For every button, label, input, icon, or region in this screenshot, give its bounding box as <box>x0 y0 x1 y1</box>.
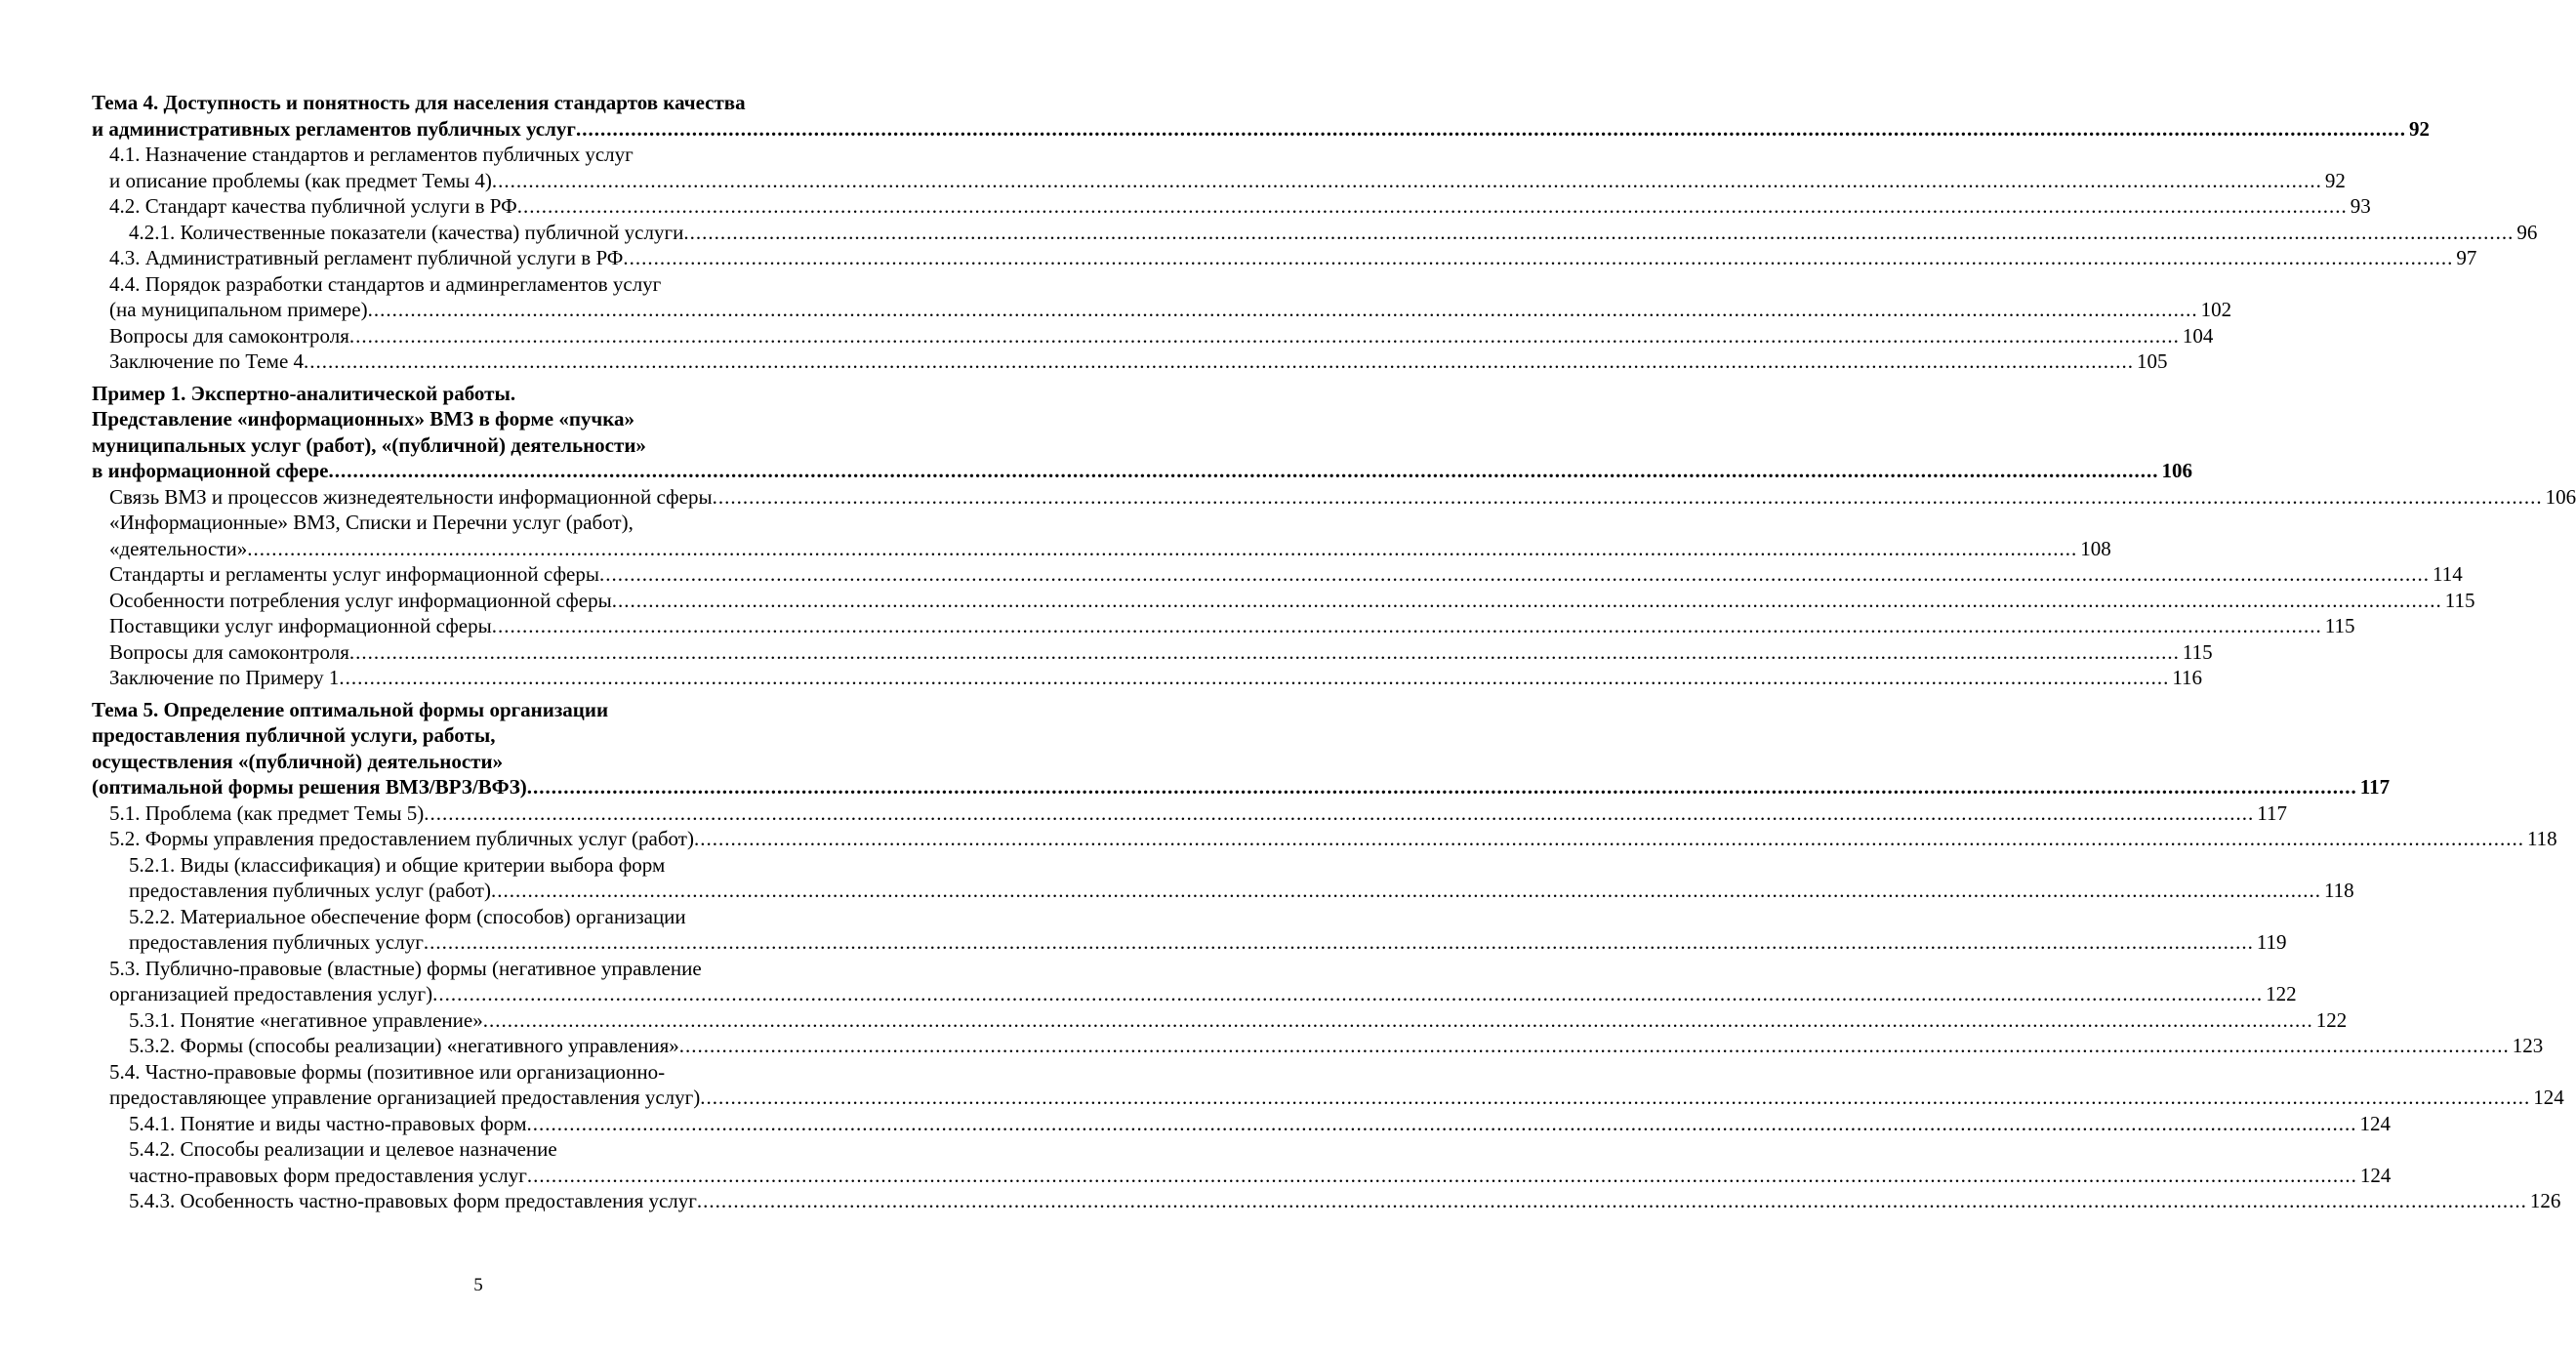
toc-entry-line-text: предоставляющее управление организацией предоставления услуг) <box>109 1086 701 1109</box>
page-ref: 117 <box>2359 775 2391 799</box>
toc-entry-line-text: Вопросы для самоконтроля <box>109 323 349 348</box>
toc-entry-line <box>0 800 2287 827</box>
toc-entry-line <box>0 510 864 536</box>
dot-leader: ............................................................................................................................................................................................................................................................................................................ <box>490 879 2321 902</box>
dot-leader: ............................................................................................................................................................................................................................................................................................................ <box>516 194 2348 218</box>
dot-leader: ............................................................................................................................................................................................................................................................................................................ <box>348 323 2180 348</box>
page-ref: 96 <box>2516 220 2538 244</box>
toc-section <box>0 697 2564 1214</box>
dot-leader: ............................................................................................................................................................................................................................................................................................................ <box>247 536 2078 560</box>
toc-entry-line <box>0 168 2346 194</box>
toc-entry-line-text: 5.4. Частно-правовые формы (позитивное или организационно- <box>109 1059 666 1084</box>
toc-entry-line <box>0 536 2111 562</box>
section-title-line <box>0 749 864 775</box>
toc-entry-line <box>0 665 2203 691</box>
dot-leader: ............................................................................................................................................................................................................................................................................................................ <box>712 484 2543 509</box>
toc-entry-line-text: Связь ВМЗ и процессов жизнедеятельности информационной сферы <box>109 484 713 509</box>
toc-entry-line <box>0 1059 864 1086</box>
toc-entry-line-text: 5.4.2. Способы реализации и целевое назначение <box>129 1137 557 1161</box>
page-ref: 118 <box>2526 827 2557 850</box>
section-title-line <box>0 458 2192 484</box>
dot-leader: ............................................................................................................................................................................................................................................................................................................ <box>482 1007 2313 1032</box>
toc-entry-line <box>0 588 2475 614</box>
toc-entry-line <box>0 245 2477 271</box>
toc-entry-line-text: 5.3.2. Формы (способы реализации) «негативного управления» <box>129 1034 679 1057</box>
page-ref: 122 <box>2315 1007 2348 1032</box>
section-title-line-text: Тема 4. Доступность и понятность для населения стандартов качества <box>92 91 746 114</box>
toc-entry-line-text: предоставления публичных услуг <box>129 930 424 954</box>
toc-entry-line-text: Вопросы для самоконтроля <box>109 639 349 664</box>
page-ref: 118 <box>2323 879 2354 902</box>
page-ref: 116 <box>2172 666 2203 689</box>
toc-entry-line <box>0 639 2213 666</box>
page-ref: 117 <box>2257 800 2287 825</box>
page-ref: 115 <box>2444 588 2475 612</box>
page-ref: 92 <box>2408 116 2430 141</box>
toc-entry-line <box>0 929 2287 956</box>
toc-section <box>0 90 2538 375</box>
toc-entry-line-text: 4.1. Назначение стандартов и регламентов публичных услуг <box>109 143 634 166</box>
dot-leader: ............................................................................................................................................................................................................................................................................................................ <box>339 666 2170 689</box>
toc-entry-line <box>0 826 2557 852</box>
section-title-line <box>0 116 2430 143</box>
dot-leader: ............................................................................................................................................................................................................................................................................................................ <box>598 562 2430 586</box>
dot-leader: ............................................................................................................................................................................................................................................................................................................ <box>683 220 2515 244</box>
toc-entry-line <box>0 1033 2544 1059</box>
section-title-line <box>0 697 864 723</box>
dot-leader: ............................................................................................................................................................................................................................................................................................................ <box>526 1163 2357 1187</box>
toc-entry-line-text: 5.2.1. Виды (классификация) и общие критерии выбора форм <box>129 852 666 877</box>
toc-entry-line-text: Заключение по Теме 4 <box>109 349 305 373</box>
toc-entry-line-text: организацией предоставления услуг) <box>109 982 433 1005</box>
toc-entry-line <box>0 271 864 298</box>
toc-entry-line-text: 5.3. Публично-правовые (властные) формы (негативное управление <box>109 956 702 980</box>
toc-entry-line-text: «деятельности» <box>109 536 248 560</box>
table-of-contents <box>0 90 2576 1220</box>
toc-entry-line <box>0 613 2355 639</box>
section-title-line-text: предоставления публичной услуги, работы, <box>92 723 496 747</box>
dot-leader: ............................................................................................................................................................................................................................................................................................................ <box>432 982 2264 1005</box>
toc-entry-line <box>0 1111 2392 1137</box>
page-ref: 105 <box>2137 349 2168 373</box>
toc-entry-line-text: и описание проблемы (как предмет Темы 4) <box>109 168 492 192</box>
toc-entry-line <box>0 297 2232 323</box>
section-title-line <box>0 432 864 459</box>
page-ref: 106 <box>2545 484 2576 509</box>
page-ref: 115 <box>2324 614 2355 637</box>
toc-entry-line <box>0 904 864 930</box>
dot-leader: ............................................................................................................................................................................................................................................................................................................ <box>678 1034 2510 1057</box>
page-ref: 126 <box>2529 1189 2561 1212</box>
section-title-line <box>0 90 864 116</box>
toc-entry-line-text: 5.4.1. Понятие и виды частно-правовых форм <box>129 1111 527 1135</box>
section-title-line-text: в информационной сфере <box>92 459 329 482</box>
dot-leader: ............................................................................................................................................................................................................................................................................................................ <box>491 168 2322 192</box>
page-ref: 123 <box>2512 1034 2544 1057</box>
page-ref: 122 <box>2266 982 2297 1005</box>
dot-leader: ............................................................................................................................................................................................................................................................................................................ <box>526 1111 2357 1135</box>
page-ref: 97 <box>2456 246 2477 269</box>
page-ref: 93 <box>2350 194 2371 218</box>
toc-entry-line-text: Поставщики услуг информационной сферы <box>109 614 492 637</box>
section-title-line <box>0 722 864 749</box>
dot-leader: ............................................................................................................................................................................................................................................................................................................ <box>693 827 2524 850</box>
dot-leader: ............................................................................................................................................................................................................................................................................................................ <box>424 800 2255 825</box>
toc-entry-line-text: Стандарты и регламенты услуг информационной сферы <box>109 562 599 586</box>
dot-leader: ............................................................................................................................................................................................................................................................................................................ <box>328 459 2159 482</box>
dot-leader: ............................................................................................................................................................................................................................................................................................................ <box>696 1189 2527 1212</box>
page-ref: 124 <box>2533 1086 2564 1109</box>
section-title-line <box>0 381 864 407</box>
dot-leader: ............................................................................................................................................................................................................................................................................................................ <box>700 1086 2531 1109</box>
toc-entry-line-text: 4.2.1. Количественные показатели (качества) публичной услуги <box>129 220 684 244</box>
toc-entry-line <box>0 561 2463 588</box>
toc-entry-line <box>0 484 2576 511</box>
dot-leader: ............................................................................................................................................................................................................................................................................................................ <box>367 298 2198 321</box>
page-ref: 108 <box>2080 536 2111 560</box>
page-ref: 124 <box>2359 1111 2392 1135</box>
section-title-line-text: Тема 5. Определение оптимальной формы организации <box>92 697 609 721</box>
page-number: 5 <box>473 1275 483 1295</box>
section-title-line-text: и административных регламентов публичных услуг <box>92 116 576 141</box>
toc-entry-line <box>0 878 2354 904</box>
toc-entry-line-text: Особенности потребления услуг информационной сферы <box>109 588 612 612</box>
page-ref: 119 <box>2256 930 2287 954</box>
toc-entry-line-text: предоставления публичных услуг (работ) <box>129 879 491 902</box>
page-ref: 124 <box>2359 1163 2392 1187</box>
page-ref: 102 <box>2200 298 2232 321</box>
dot-leader: ............................................................................................................................................................................................................................................................................................................ <box>491 614 2322 637</box>
toc-entry-line-text: 4.2. Стандарт качества публичной услуги в РФ <box>109 194 517 218</box>
toc-entry-line <box>0 852 864 879</box>
toc-entry-line-text: 5.3.1. Понятие «негативное управление» <box>129 1007 483 1032</box>
dot-leader: ............................................................................................................................................................................................................................................................................................................ <box>526 775 2357 799</box>
toc-entry-line <box>0 1136 864 1163</box>
toc-entry-line <box>0 1188 2561 1214</box>
toc-entry-line-text: частно-правовых форм предоставления услуг <box>129 1163 527 1187</box>
section-title-line-text: осуществления «(публичной) деятельности» <box>92 749 504 773</box>
toc-entry-line <box>0 1007 2348 1034</box>
toc-entry-line <box>0 1163 2392 1189</box>
toc-entry-line-text: 4.3. Административный регламент публичной услуги в РФ <box>109 246 624 269</box>
toc-entry-line-text: Заключение по Примеру 1 <box>109 666 340 689</box>
section-title-line-text: муниципальных услуг (работ), «(публичной) деятельности» <box>92 432 646 457</box>
section-title-line <box>0 774 2391 800</box>
toc-entry-line <box>0 220 2538 246</box>
toc-entry-line-text: 5.1. Проблема (как предмет Темы 5) <box>109 800 425 825</box>
page-ref: 106 <box>2161 459 2192 482</box>
section-title-line <box>0 406 864 432</box>
toc-entry-line-text: 5.4.3. Особенность частно-правовых форм предоставления услуг <box>129 1189 697 1212</box>
section-title-line-text: Пример 1. Экспертно-аналитической работы. <box>92 381 516 405</box>
page-ref: 104 <box>2182 323 2214 348</box>
page-ref: 115 <box>2182 639 2213 664</box>
toc-entry-line <box>0 323 2214 349</box>
toc-entry-line-text: «Информационные» ВМЗ, Списки и Перечни услуг (работ), <box>109 511 634 534</box>
dot-leader: ............................................................................................................................................................................................................................................................................................................ <box>423 930 2254 954</box>
section-title-line-text: (оптимальной формы решения ВМЗ/ВРЗ/ВФЗ) <box>92 775 527 799</box>
toc-entry-line-text: 4.4. Порядок разработки стандартов и админрегламентов услуг <box>109 271 662 296</box>
toc-entry-line <box>0 348 2168 375</box>
section-title-line-text: Представление «информационных» ВМЗ в форме «пучка» <box>92 407 635 430</box>
dot-leader: ............................................................................................................................................................................................................................................................................................................ <box>304 349 2135 373</box>
toc-entry-line-text: 5.2.2. Материальное обеспечение форм (способов) организации <box>129 904 686 928</box>
page-ref: 114 <box>2432 562 2463 586</box>
page-ref: 92 <box>2324 168 2346 192</box>
dot-leader: ............................................................................................................................................................................................................................................................................................................ <box>575 116 2406 141</box>
toc-entry-line <box>0 956 864 982</box>
toc-entry-line <box>0 981 2297 1007</box>
toc-entry-line <box>0 193 2371 220</box>
toc-entry-line-text: 5.2. Формы управления предоставлением публичных услуг (работ) <box>109 827 694 850</box>
dot-leader: ............................................................................................................................................................................................................................................................................................................ <box>611 588 2442 612</box>
toc-section <box>0 381 2576 691</box>
toc-entry-line <box>0 1085 2564 1111</box>
toc-entry-line-text: (на муниципальном примере) <box>109 298 368 321</box>
toc-entry-line <box>0 142 864 168</box>
dot-leader: ............................................................................................................................................................................................................................................................................................................ <box>623 246 2454 269</box>
dot-leader: ............................................................................................................................................................................................................................................................................................................ <box>348 639 2180 664</box>
